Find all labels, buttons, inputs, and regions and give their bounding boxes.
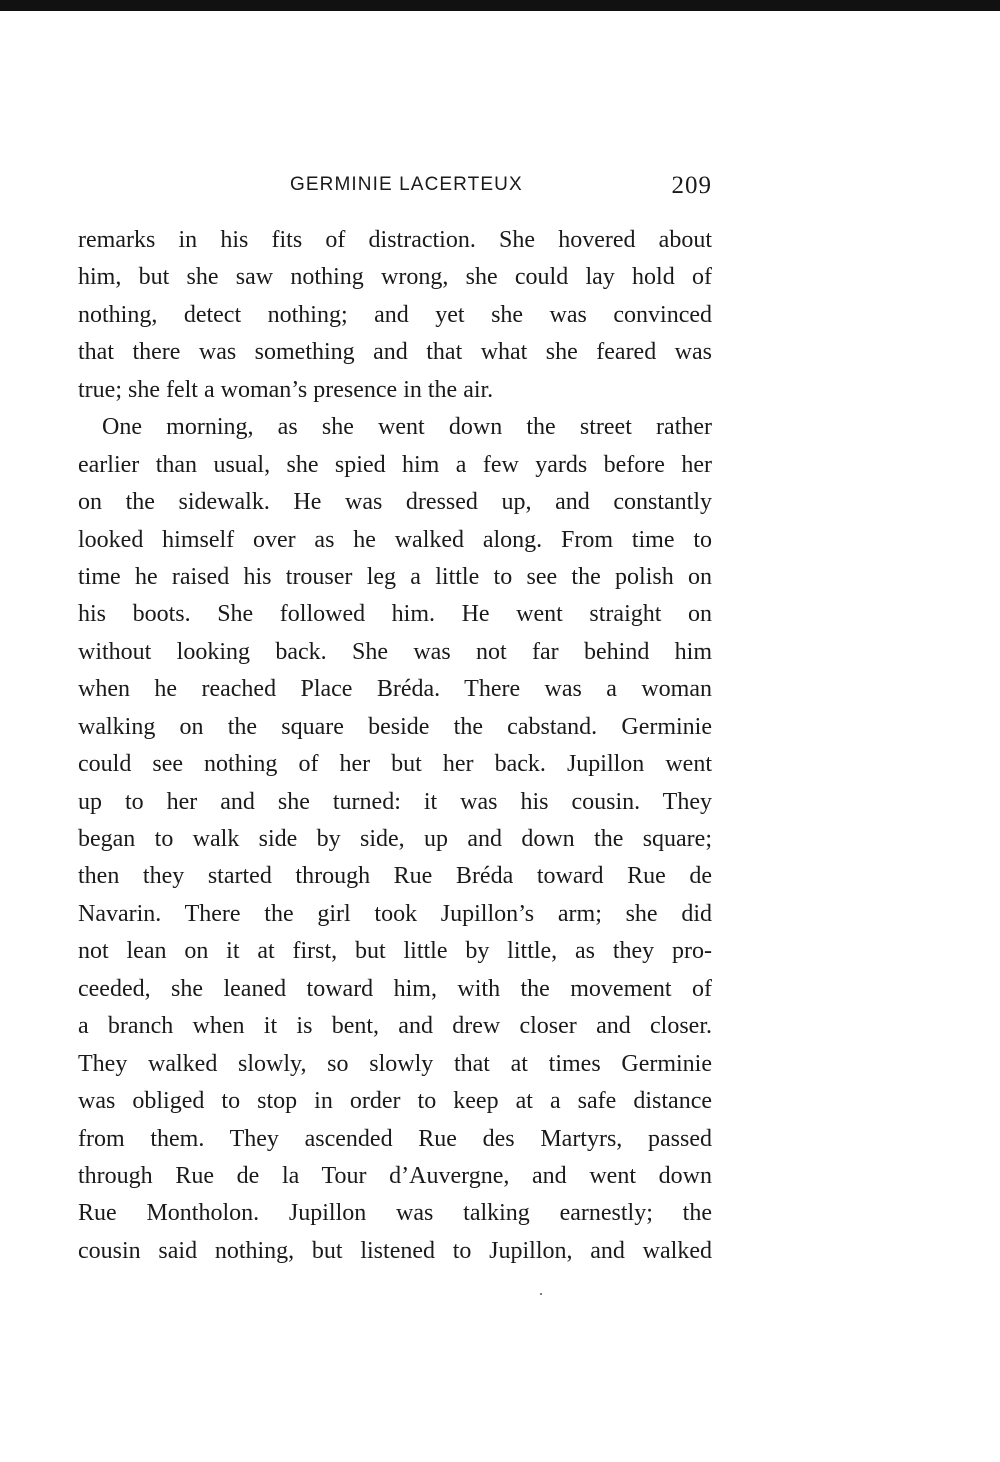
- text-line: looked himself over as he walked along. From time to: [78, 526, 712, 553]
- text-line: that there was something and that what she feared was: [78, 339, 712, 366]
- text-line: from them. They ascended Rue des Martyrs, passed: [78, 1125, 712, 1152]
- text-line: not lean on it at first, but little by little, as they pro-: [78, 938, 712, 965]
- text-line: nothing, detect nothing; and yet she was convinced: [78, 301, 712, 328]
- text-line: could see nothing of her but her back. Jupillon went: [78, 751, 712, 778]
- page-number: 209: [671, 172, 712, 199]
- text-line: was obliged to stop in order to keep at a safe distance: [78, 1088, 712, 1115]
- text-line: true; she felt a woman’s presence in the air.: [78, 376, 494, 403]
- text-line: ceeded, she leaned toward him, with the movement of: [78, 975, 712, 1002]
- text-line: Rue Montholon. Jupillon was talking earnestly; the: [78, 1200, 712, 1227]
- text-line: time he raised his trouser leg a little to see the polish on: [78, 563, 712, 590]
- text-line: Navarin. There the girl took Jupillon’s arm; she did: [78, 900, 712, 927]
- text-line: They walked slowly, so slowly that at times Germinie: [78, 1050, 712, 1077]
- text-line: cousin said nothing, but listened to Jupillon, and walked: [78, 1237, 712, 1264]
- text-line: then they started through Rue Bréda toward Rue de: [78, 863, 712, 890]
- text-line: through Rue de la Tour d’Auvergne, and went down: [78, 1162, 712, 1189]
- text-line: began to walk side by side, up and down the square;: [78, 826, 712, 852]
- body-text: [78, 222, 712, 1270]
- paragraph-2: [78, 409, 712, 1270]
- text-line: earlier than usual, she spied him a few yards before her: [78, 451, 712, 478]
- text-line: a branch when it is bent, and drew closer and closer.: [78, 1013, 712, 1040]
- text-line: when he reached Place Bréda. There was a woman: [78, 676, 712, 703]
- running-header: [78, 170, 712, 202]
- text-line: on the sidewalk. He was dressed up, and constantly: [78, 489, 712, 516]
- text-line: without looking back. She was not far behind him: [78, 638, 712, 665]
- text-line: him, but she saw nothing wrong, she could lay hold of: [78, 264, 712, 291]
- text-line: up to her and she turned: it was his cousin. They: [78, 788, 712, 815]
- text-line: remarks in his fits of distraction. She hovered about: [78, 227, 712, 253]
- scan-top-border: [0, 0, 1000, 11]
- paragraph-1: [78, 222, 712, 409]
- running-title: GERMINIE LACERTEUX: [290, 174, 523, 195]
- text-line: One morning, as she went down the street rather: [102, 414, 712, 441]
- text-line: walking on the square beside the cabstand. Germinie: [78, 713, 712, 740]
- scan-speck: [540, 1293, 542, 1295]
- text-line: his boots. She followed him. He went straight on: [78, 601, 712, 628]
